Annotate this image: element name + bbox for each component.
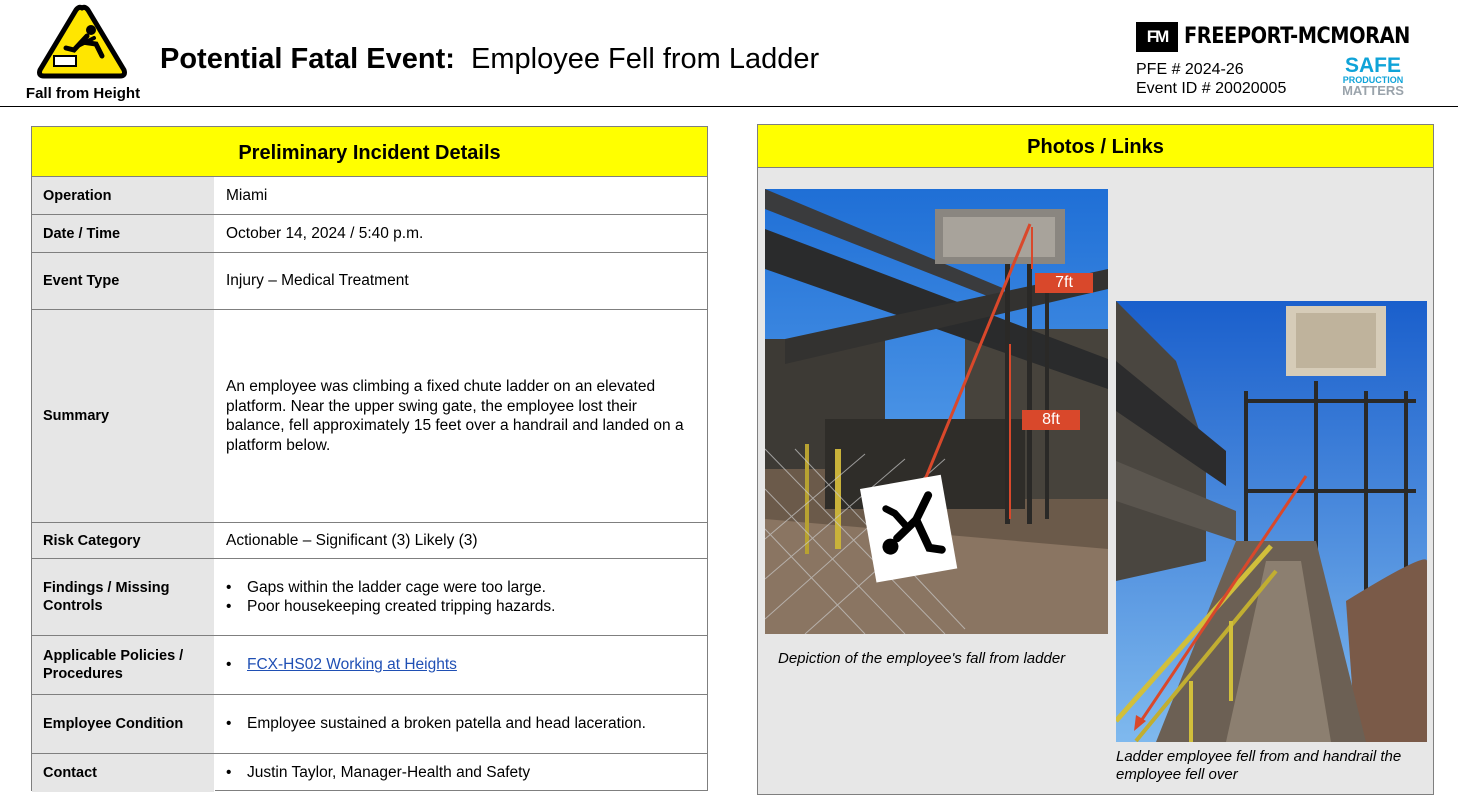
company-name: FREEPORT-MCMORAN [1184,24,1410,49]
safe-logo-line1: SAFE [1344,54,1401,77]
detail-label: Risk Category [32,523,215,558]
detail-label: Summary [32,310,215,522]
list-item: • Poor housekeeping created tripping hazards. [226,597,555,617]
event-identifiers [1136,60,1286,98]
detail-value [215,695,707,753]
detail-row-risk-category [32,523,707,559]
detail-row-summary [32,310,707,523]
detail-label: Employee Condition [32,695,215,753]
list-item [226,655,457,675]
company-mark: FM [1136,22,1178,52]
falling-person-icon [860,475,957,583]
incident-photo-ladder-depiction[interactable] [765,189,1108,634]
photos-heading: Photos / Links [758,125,1433,168]
detail-row-policies [32,636,707,695]
incident-photo-handrail[interactable] [1116,301,1427,742]
detail-label: Operation [32,177,215,214]
safe-production-logo [1338,56,1408,96]
detail-value: Miami [226,186,268,204]
detail-row-operation [32,177,707,215]
report-header [0,0,1458,107]
company-logo [1136,22,1408,54]
detail-value [215,636,707,694]
fall-from-height-icon [36,4,128,80]
detail-label: Findings / Missing Controls [32,559,215,635]
findings-list [226,578,555,617]
details-heading: Preliminary Incident Details [32,127,707,177]
event-id: Event ID # 20020005 [1136,80,1287,97]
detail-value: October 14, 2024 / 5:40 p.m. [226,224,424,242]
pfe-number: PFE # 2024-26 [1136,61,1244,78]
page-title [160,43,819,76]
detail-label: Contact [32,754,215,792]
list-item: • Employee sustained a broken patella and head laceration. [226,714,646,734]
detail-row-contact [32,754,707,792]
list-item: • Justin Taylor, Manager-Health and Safety [226,763,530,783]
safe-logo-line2: PRODUCTION [1342,75,1404,85]
safe-logo-line3: MATTERS [1342,83,1404,98]
detail-row-employee-condition [32,695,707,754]
detail-value: Actionable – Significant (3) Likely (3) [226,531,478,549]
detail-label: Date / Time [32,215,215,252]
detail-value [215,559,707,635]
detail-value [215,754,707,792]
photos-panel [757,124,1434,795]
photo-illustration [1116,301,1427,742]
hazard-label: Fall from Height [25,85,141,102]
incident-details-panel [31,126,708,791]
detail-label: Event Type [32,253,215,309]
title-prefix: Potential Fatal Event: [160,43,455,75]
policies-list [226,655,457,675]
measurement-label-lower: 8ft [1042,411,1060,428]
photo2-caption: Ladder employee fell from and handrail the employee fell over [1116,748,1402,783]
detail-row-date-time [32,215,707,253]
photo1-caption: Depiction of the employee's fall from ladder [778,650,1066,667]
detail-row-findings [32,559,707,636]
title-main: Employee Fell from Ladder [471,43,820,75]
measurement-label-upper: 7ft [1055,274,1073,291]
detail-label: Applicable Policies / Procedures [32,636,215,694]
detail-row-event-type [32,253,707,310]
condition-list [226,714,646,734]
detail-value: Injury – Medical Treatment [226,272,409,290]
contact-list [226,763,530,783]
policy-link[interactable]: FCX-HS02 Working at Heights [247,656,457,674]
detail-value: An employee was climbing a fixed chute ladder on an elevated platform. Near the upper swing gate, the employee lost their balance, fell approximately 15 feet over a handrail and landed on a platform below. [226,378,684,454]
list-item: • Gaps within the ladder cage were too large. [226,578,555,598]
